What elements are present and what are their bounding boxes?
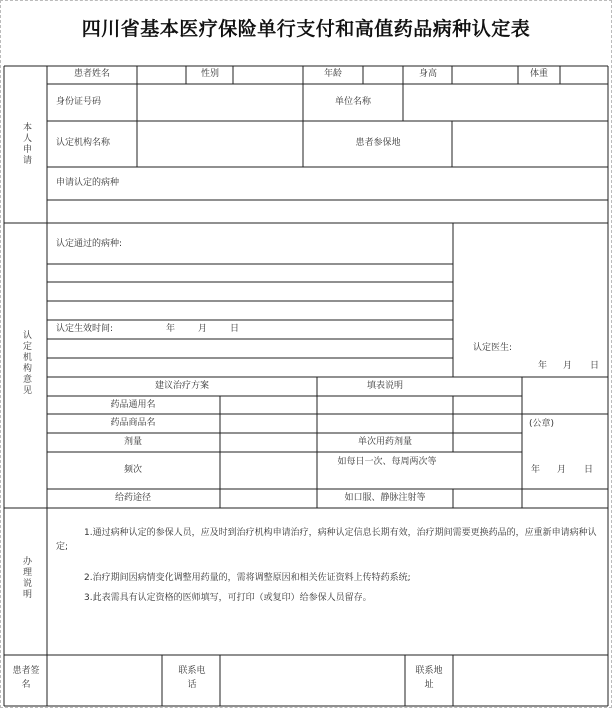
address-label: 联系地址 [415, 666, 443, 690]
instruction-item-3: 3.此表需具有认定资格的医师填写，可打印（或复印）给参保人员留存。 [84, 593, 372, 603]
phone-label: 联系电话 [178, 666, 206, 690]
disease-certified-label: 认定通过的病种: [56, 239, 123, 249]
doctor-year: 年 [538, 361, 548, 371]
route-desc: 如口服、静脉注射等 [344, 493, 426, 503]
instruction-item-2: 2.治疗期间因病情变化调整用药量的，需将调整原因和相关佐证资料上传特药系统; [84, 573, 411, 583]
disease-applied-label: 申请认定的病种 [56, 178, 120, 188]
frequency-desc: 如每日一次、每周两次等 [337, 457, 437, 467]
seal-year: 年 [531, 465, 541, 475]
doctor-day: 日 [590, 361, 600, 371]
effective-day: 日 [230, 324, 240, 334]
instruction-item-1: 1.通过病种认定的参保人员，应及时到治疗机构申请治疗，病种认定信息长期有效，治疗期间需要更换药品的，应重新申请病种认定; [56, 528, 597, 552]
doctor-label: 认定医生: [473, 343, 513, 353]
form-title: 四川省基本医疗保险单行支付和高值药品病种认定表 [81, 18, 531, 40]
effective-year: 年 [166, 324, 176, 334]
fill-header: 填表说明 [366, 381, 404, 391]
signature-label: 患者签名 [12, 666, 40, 690]
id-number-label: 身份证号码 [56, 97, 102, 107]
plan-header: 建议治疗方案 [154, 381, 210, 391]
trade-name-label: 药品商品名 [110, 418, 156, 428]
patient-name-label: 患者姓名 [73, 69, 111, 79]
route-label: 给药途径 [114, 493, 152, 503]
seal-day: 日 [584, 465, 594, 475]
generic-name-label: 药品通用名 [110, 400, 156, 410]
cert-institution-label: 认定机构名称 [56, 138, 111, 148]
insured-place-label: 患者参保地 [355, 138, 401, 148]
frequency-label: 频次 [123, 465, 143, 475]
doctor-month: 月 [563, 361, 573, 371]
weight-label: 体重 [529, 69, 549, 79]
dosage-label: 剂量 [123, 437, 143, 447]
section-instructions-label: 办理说明 [21, 556, 31, 600]
effective-month: 月 [198, 324, 208, 334]
section-personal-label: 本人申请 [21, 122, 31, 166]
effective-time-label: 认定生效时间: [56, 324, 114, 334]
age-label: 年龄 [323, 69, 343, 79]
employer-label: 单位名称 [334, 97, 372, 107]
seal-label: (公章) [529, 419, 555, 429]
gender-label: 性别 [200, 69, 220, 79]
height-label: 身高 [418, 69, 438, 79]
section-institution-label: 认定机构意见 [21, 330, 31, 396]
single-dose-label: 单次用药剂量 [357, 437, 413, 447]
seal-month: 月 [557, 465, 567, 475]
